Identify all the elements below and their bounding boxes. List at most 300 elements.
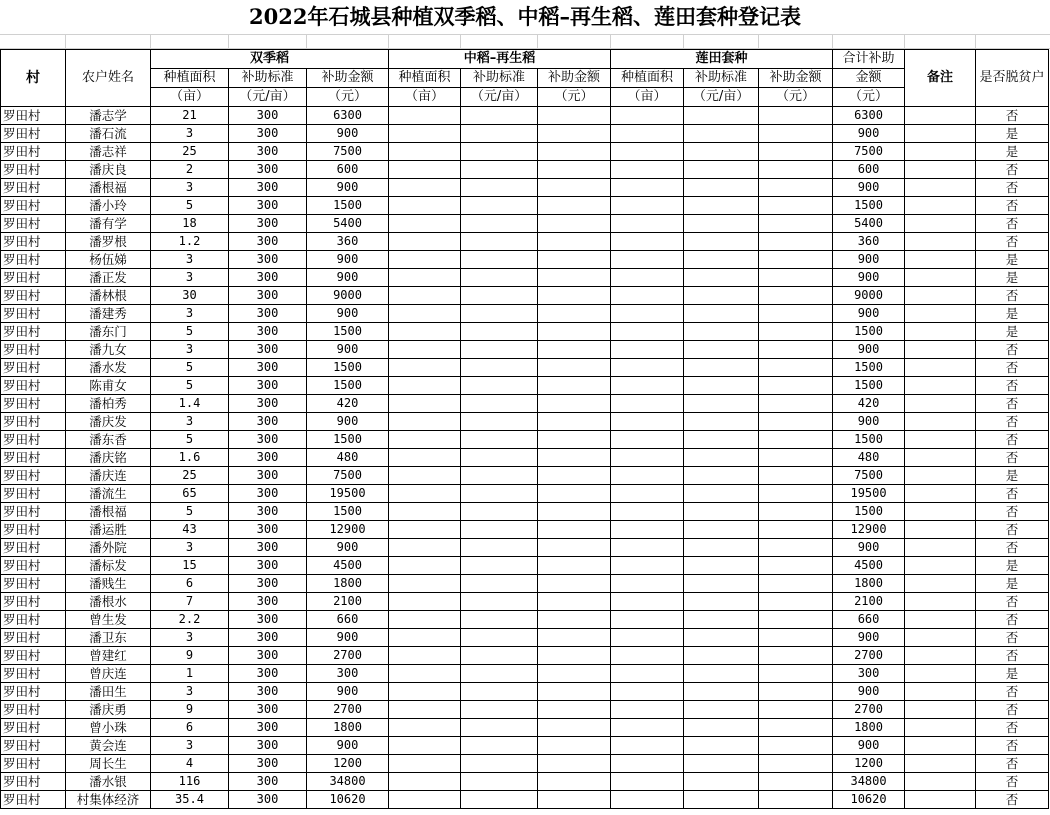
cell-middle-area xyxy=(389,701,461,719)
cell-farmer-name: 潘运胜 xyxy=(66,521,151,539)
table-row xyxy=(1,413,1049,431)
cell-double-std: 300 xyxy=(229,359,307,377)
table-row xyxy=(1,161,1049,179)
cell-middle-amt xyxy=(538,269,611,287)
cell-lotus-amt xyxy=(759,755,833,773)
table-row xyxy=(1,629,1049,647)
cell-poverty: 是 xyxy=(976,125,1049,143)
table-row xyxy=(1,125,1049,143)
cell-middle-amt xyxy=(538,647,611,665)
cell-lotus-std xyxy=(684,647,759,665)
cell-double-area: 5 xyxy=(151,197,229,215)
header-amt: 补助金额 xyxy=(759,69,833,88)
cell-lotus-area xyxy=(611,521,684,539)
cell-total: 4500 xyxy=(833,557,905,575)
cell-middle-amt xyxy=(538,773,611,791)
cell-double-area: 4 xyxy=(151,755,229,773)
cell-double-amt: 900 xyxy=(307,629,389,647)
cell-double-area: 7 xyxy=(151,593,229,611)
cell-village: 罗田村 xyxy=(1,125,66,143)
cell-village: 罗田村 xyxy=(1,719,66,737)
cell-middle-std xyxy=(461,341,538,359)
cell-lotus-std xyxy=(684,395,759,413)
header-std-unit: （元/亩） xyxy=(461,88,538,107)
cell-middle-area xyxy=(389,125,461,143)
header-std-unit: （元/亩） xyxy=(229,88,307,107)
cell-farmer-name: 潘庆勇 xyxy=(66,701,151,719)
cell-farmer-name: 黄会连 xyxy=(66,737,151,755)
table-row xyxy=(1,503,1049,521)
cell-double-std: 300 xyxy=(229,701,307,719)
cell-lotus-area xyxy=(611,629,684,647)
cell-village: 罗田村 xyxy=(1,629,66,647)
cell-lotus-std xyxy=(684,107,759,125)
cell-farmer-name: 潘九女 xyxy=(66,341,151,359)
cell-lotus-area xyxy=(611,269,684,287)
header-group-middle-rice: 中稻–再生稻 xyxy=(389,50,611,69)
cell-middle-amt xyxy=(538,323,611,341)
cell-village: 罗田村 xyxy=(1,647,66,665)
header-area: 种植面积 xyxy=(611,69,684,88)
cell-lotus-std xyxy=(684,233,759,251)
cell-double-std: 300 xyxy=(229,557,307,575)
cell-middle-std xyxy=(461,305,538,323)
cell-poverty: 是 xyxy=(976,665,1049,683)
cell-total: 900 xyxy=(833,629,905,647)
cell-middle-amt xyxy=(538,395,611,413)
cell-total: 2700 xyxy=(833,701,905,719)
cell-middle-amt xyxy=(538,557,611,575)
cell-lotus-std xyxy=(684,161,759,179)
cell-poverty: 否 xyxy=(976,197,1049,215)
cell-middle-amt xyxy=(538,431,611,449)
table-row xyxy=(1,701,1049,719)
cell-remark xyxy=(905,323,976,341)
cell-middle-std xyxy=(461,197,538,215)
cell-middle-amt xyxy=(538,485,611,503)
cell-lotus-amt xyxy=(759,593,833,611)
cell-poverty: 否 xyxy=(976,773,1049,791)
cell-double-std: 300 xyxy=(229,737,307,755)
cell-remark xyxy=(905,611,976,629)
cell-lotus-std xyxy=(684,737,759,755)
cell-middle-amt xyxy=(538,125,611,143)
cell-village: 罗田村 xyxy=(1,755,66,773)
cell-middle-area xyxy=(389,719,461,737)
cell-remark xyxy=(905,701,976,719)
cell-double-amt: 1800 xyxy=(307,719,389,737)
cell-middle-amt xyxy=(538,305,611,323)
cell-double-amt: 5400 xyxy=(307,215,389,233)
cell-remark xyxy=(905,125,976,143)
cell-double-std: 300 xyxy=(229,485,307,503)
cell-village: 罗田村 xyxy=(1,179,66,197)
cell-middle-area xyxy=(389,521,461,539)
header-farmer-name: 农户姓名 xyxy=(66,50,151,107)
cell-double-amt: 900 xyxy=(307,683,389,701)
cell-lotus-area xyxy=(611,611,684,629)
cell-middle-std xyxy=(461,161,538,179)
cell-double-std: 300 xyxy=(229,773,307,791)
table-row xyxy=(1,305,1049,323)
cell-middle-area xyxy=(389,431,461,449)
cell-middle-amt xyxy=(538,611,611,629)
cell-farmer-name: 潘罗根 xyxy=(66,233,151,251)
cell-middle-area xyxy=(389,413,461,431)
cell-double-area: 9 xyxy=(151,701,229,719)
cell-double-std: 300 xyxy=(229,449,307,467)
cell-village: 罗田村 xyxy=(1,233,66,251)
cell-farmer-name: 潘志学 xyxy=(66,107,151,125)
cell-farmer-name: 潘有学 xyxy=(66,215,151,233)
cell-middle-amt xyxy=(538,359,611,377)
table-row xyxy=(1,755,1049,773)
cell-farmer-name: 潘水发 xyxy=(66,359,151,377)
cell-remark xyxy=(905,521,976,539)
table-row xyxy=(1,611,1049,629)
cell-double-std: 300 xyxy=(229,611,307,629)
cell-village: 罗田村 xyxy=(1,431,66,449)
cell-double-amt: 1500 xyxy=(307,503,389,521)
cell-middle-area xyxy=(389,683,461,701)
cell-lotus-area xyxy=(611,341,684,359)
cell-double-area: 3 xyxy=(151,683,229,701)
cell-remark xyxy=(905,539,976,557)
cell-poverty: 否 xyxy=(976,215,1049,233)
cell-double-area: 3 xyxy=(151,413,229,431)
cell-poverty: 是 xyxy=(976,269,1049,287)
cell-total: 900 xyxy=(833,305,905,323)
cell-middle-std xyxy=(461,719,538,737)
cell-lotus-area xyxy=(611,575,684,593)
cell-middle-amt xyxy=(538,503,611,521)
cell-remark xyxy=(905,647,976,665)
cell-lotus-amt xyxy=(759,395,833,413)
cell-lotus-std xyxy=(684,539,759,557)
cell-double-std: 300 xyxy=(229,665,307,683)
cell-village: 罗田村 xyxy=(1,395,66,413)
cell-lotus-area xyxy=(611,215,684,233)
cell-middle-area xyxy=(389,485,461,503)
table-row xyxy=(1,467,1049,485)
cell-farmer-name: 潘贱生 xyxy=(66,575,151,593)
cell-poverty: 否 xyxy=(976,503,1049,521)
cell-lotus-area xyxy=(611,557,684,575)
cell-farmer-name: 村集体经济 xyxy=(66,791,151,809)
cell-remark xyxy=(905,215,976,233)
cell-double-amt: 600 xyxy=(307,161,389,179)
header-area-unit: （亩） xyxy=(151,88,229,107)
cell-lotus-amt xyxy=(759,341,833,359)
cell-lotus-area xyxy=(611,773,684,791)
cell-village: 罗田村 xyxy=(1,161,66,179)
cell-lotus-amt xyxy=(759,359,833,377)
cell-double-std: 300 xyxy=(229,719,307,737)
cell-farmer-name: 潘正发 xyxy=(66,269,151,287)
cell-farmer-name: 潘庆铭 xyxy=(66,449,151,467)
cell-total: 1500 xyxy=(833,197,905,215)
cell-lotus-area xyxy=(611,539,684,557)
header-amt-unit: （元） xyxy=(307,88,389,107)
cell-poverty: 否 xyxy=(976,341,1049,359)
cell-middle-area xyxy=(389,323,461,341)
cell-farmer-name: 潘田生 xyxy=(66,683,151,701)
cell-farmer-name: 潘小玲 xyxy=(66,197,151,215)
cell-double-area: 25 xyxy=(151,143,229,161)
header-amt-unit: （元） xyxy=(538,88,611,107)
cell-middle-amt xyxy=(538,377,611,395)
cell-lotus-amt xyxy=(759,305,833,323)
cell-middle-std xyxy=(461,737,538,755)
table-row xyxy=(1,395,1049,413)
registration-table xyxy=(0,49,1049,809)
cell-lotus-area xyxy=(611,467,684,485)
cell-remark xyxy=(905,629,976,647)
cell-double-area: 3 xyxy=(151,125,229,143)
cell-total: 7500 xyxy=(833,467,905,485)
header-amt-unit: （元） xyxy=(759,88,833,107)
cell-middle-area xyxy=(389,737,461,755)
cell-double-std: 300 xyxy=(229,107,307,125)
cell-double-amt: 360 xyxy=(307,233,389,251)
header-poverty: 是否脱贫户 xyxy=(976,50,1049,107)
cell-poverty: 否 xyxy=(976,485,1049,503)
cell-double-amt: 4500 xyxy=(307,557,389,575)
cell-lotus-amt xyxy=(759,773,833,791)
cell-lotus-std xyxy=(684,377,759,395)
header-total-unit: （元） xyxy=(833,88,905,107)
table-body xyxy=(1,107,1049,809)
cell-middle-area xyxy=(389,341,461,359)
cell-remark xyxy=(905,773,976,791)
cell-double-amt: 34800 xyxy=(307,773,389,791)
cell-village: 罗田村 xyxy=(1,467,66,485)
cell-middle-area xyxy=(389,773,461,791)
cell-double-area: 1 xyxy=(151,665,229,683)
cell-middle-amt xyxy=(538,521,611,539)
cell-lotus-amt xyxy=(759,251,833,269)
cell-farmer-name: 周长生 xyxy=(66,755,151,773)
cell-double-std: 300 xyxy=(229,647,307,665)
cell-lotus-amt xyxy=(759,215,833,233)
cell-remark xyxy=(905,341,976,359)
cell-farmer-name: 曾庆连 xyxy=(66,665,151,683)
cell-poverty: 否 xyxy=(976,395,1049,413)
cell-poverty: 否 xyxy=(976,791,1049,809)
cell-middle-amt xyxy=(538,719,611,737)
cell-lotus-area xyxy=(611,377,684,395)
cell-double-amt: 480 xyxy=(307,449,389,467)
cell-poverty: 是 xyxy=(976,305,1049,323)
cell-total: 1500 xyxy=(833,503,905,521)
cell-double-std: 300 xyxy=(229,161,307,179)
cell-total: 2700 xyxy=(833,647,905,665)
cell-poverty: 是 xyxy=(976,323,1049,341)
cell-poverty: 是 xyxy=(976,143,1049,161)
cell-poverty: 否 xyxy=(976,539,1049,557)
table-row xyxy=(1,107,1049,125)
cell-lotus-std xyxy=(684,359,759,377)
cell-village: 罗田村 xyxy=(1,341,66,359)
table-row xyxy=(1,431,1049,449)
cell-lotus-std xyxy=(684,251,759,269)
table-row xyxy=(1,773,1049,791)
cell-double-std: 300 xyxy=(229,521,307,539)
cell-lotus-std xyxy=(684,773,759,791)
cell-lotus-area xyxy=(611,593,684,611)
cell-village: 罗田村 xyxy=(1,287,66,305)
header-std: 补助标准 xyxy=(229,69,307,88)
cell-lotus-amt xyxy=(759,521,833,539)
cell-village: 罗田村 xyxy=(1,215,66,233)
cell-middle-amt xyxy=(538,629,611,647)
cell-middle-std xyxy=(461,755,538,773)
cell-middle-std xyxy=(461,233,538,251)
cell-poverty: 否 xyxy=(976,107,1049,125)
cell-lotus-amt xyxy=(759,737,833,755)
cell-double-amt: 420 xyxy=(307,395,389,413)
cell-middle-area xyxy=(389,107,461,125)
cell-farmer-name: 潘流生 xyxy=(66,485,151,503)
cell-lotus-area xyxy=(611,665,684,683)
cell-middle-amt xyxy=(538,467,611,485)
cell-poverty: 否 xyxy=(976,683,1049,701)
cell-lotus-std xyxy=(684,431,759,449)
cell-middle-std xyxy=(461,431,538,449)
cell-middle-area xyxy=(389,179,461,197)
cell-farmer-name: 曾小珠 xyxy=(66,719,151,737)
cell-farmer-name: 杨伍娣 xyxy=(66,251,151,269)
cell-double-area: 43 xyxy=(151,521,229,539)
cell-poverty: 否 xyxy=(976,647,1049,665)
cell-remark xyxy=(905,269,976,287)
cell-lotus-area xyxy=(611,179,684,197)
cell-double-amt: 19500 xyxy=(307,485,389,503)
cell-lotus-std xyxy=(684,179,759,197)
cell-lotus-area xyxy=(611,683,684,701)
cell-double-area: 3 xyxy=(151,341,229,359)
cell-total: 300 xyxy=(833,665,905,683)
cell-lotus-std xyxy=(684,323,759,341)
cell-remark xyxy=(905,161,976,179)
header-amt: 补助金额 xyxy=(307,69,389,88)
cell-middle-area xyxy=(389,467,461,485)
cell-double-std: 300 xyxy=(229,629,307,647)
header-std-unit: （元/亩） xyxy=(684,88,759,107)
cell-village: 罗田村 xyxy=(1,197,66,215)
cell-double-area: 3 xyxy=(151,179,229,197)
cell-remark xyxy=(905,557,976,575)
cell-double-std: 300 xyxy=(229,791,307,809)
cell-middle-amt xyxy=(538,575,611,593)
header-amt: 补助金额 xyxy=(538,69,611,88)
cell-village: 罗田村 xyxy=(1,521,66,539)
cell-double-amt: 900 xyxy=(307,539,389,557)
cell-double-amt: 10620 xyxy=(307,791,389,809)
cell-double-std: 300 xyxy=(229,125,307,143)
cell-farmer-name: 潘水银 xyxy=(66,773,151,791)
cell-poverty: 否 xyxy=(976,431,1049,449)
cell-village: 罗田村 xyxy=(1,773,66,791)
cell-middle-area xyxy=(389,611,461,629)
cell-lotus-area xyxy=(611,719,684,737)
cell-village: 罗田村 xyxy=(1,737,66,755)
cell-lotus-area xyxy=(611,755,684,773)
cell-poverty: 否 xyxy=(976,161,1049,179)
cell-lotus-area xyxy=(611,125,684,143)
cell-village: 罗田村 xyxy=(1,701,66,719)
cell-middle-area xyxy=(389,395,461,413)
cell-double-std: 300 xyxy=(229,575,307,593)
cell-middle-std xyxy=(461,611,538,629)
table-row xyxy=(1,269,1049,287)
cell-double-std: 300 xyxy=(229,413,307,431)
cell-village: 罗田村 xyxy=(1,323,66,341)
table-row xyxy=(1,593,1049,611)
cell-double-std: 300 xyxy=(229,341,307,359)
cell-poverty: 否 xyxy=(976,629,1049,647)
cell-double-area: 1.6 xyxy=(151,449,229,467)
cell-remark xyxy=(905,197,976,215)
header-village: 村 xyxy=(1,50,66,107)
header-remark: 备注 xyxy=(905,50,976,107)
cell-double-std: 300 xyxy=(229,593,307,611)
cell-middle-amt xyxy=(538,683,611,701)
cell-remark xyxy=(905,449,976,467)
cell-lotus-amt xyxy=(759,611,833,629)
cell-total: 12900 xyxy=(833,521,905,539)
cell-double-amt: 900 xyxy=(307,737,389,755)
cell-middle-area xyxy=(389,251,461,269)
cell-middle-area xyxy=(389,629,461,647)
cell-double-amt: 2700 xyxy=(307,701,389,719)
cell-double-area: 65 xyxy=(151,485,229,503)
cell-lotus-std xyxy=(684,143,759,161)
cell-double-area: 116 xyxy=(151,773,229,791)
cell-middle-std xyxy=(461,125,538,143)
cell-double-area: 3 xyxy=(151,269,229,287)
cell-lotus-std xyxy=(684,485,759,503)
cell-lotus-std xyxy=(684,557,759,575)
cell-total: 2100 xyxy=(833,593,905,611)
cell-middle-amt xyxy=(538,233,611,251)
cell-middle-area xyxy=(389,377,461,395)
cell-farmer-name: 潘柏秀 xyxy=(66,395,151,413)
cell-middle-std xyxy=(461,395,538,413)
cell-double-amt: 1500 xyxy=(307,197,389,215)
cell-lotus-amt xyxy=(759,143,833,161)
cell-middle-std xyxy=(461,629,538,647)
cell-lotus-std xyxy=(684,125,759,143)
cell-middle-amt xyxy=(538,791,611,809)
cell-total: 600 xyxy=(833,161,905,179)
cell-total: 1500 xyxy=(833,431,905,449)
cell-remark xyxy=(905,683,976,701)
cell-lotus-area xyxy=(611,701,684,719)
cell-remark xyxy=(905,233,976,251)
cell-poverty: 否 xyxy=(976,701,1049,719)
cell-total: 480 xyxy=(833,449,905,467)
cell-lotus-std xyxy=(684,629,759,647)
cell-total: 1800 xyxy=(833,719,905,737)
cell-total: 900 xyxy=(833,125,905,143)
cell-lotus-area xyxy=(611,395,684,413)
cell-middle-amt xyxy=(538,755,611,773)
cell-double-amt: 12900 xyxy=(307,521,389,539)
cell-double-area: 6 xyxy=(151,719,229,737)
cell-poverty: 否 xyxy=(976,755,1049,773)
cell-middle-area xyxy=(389,161,461,179)
